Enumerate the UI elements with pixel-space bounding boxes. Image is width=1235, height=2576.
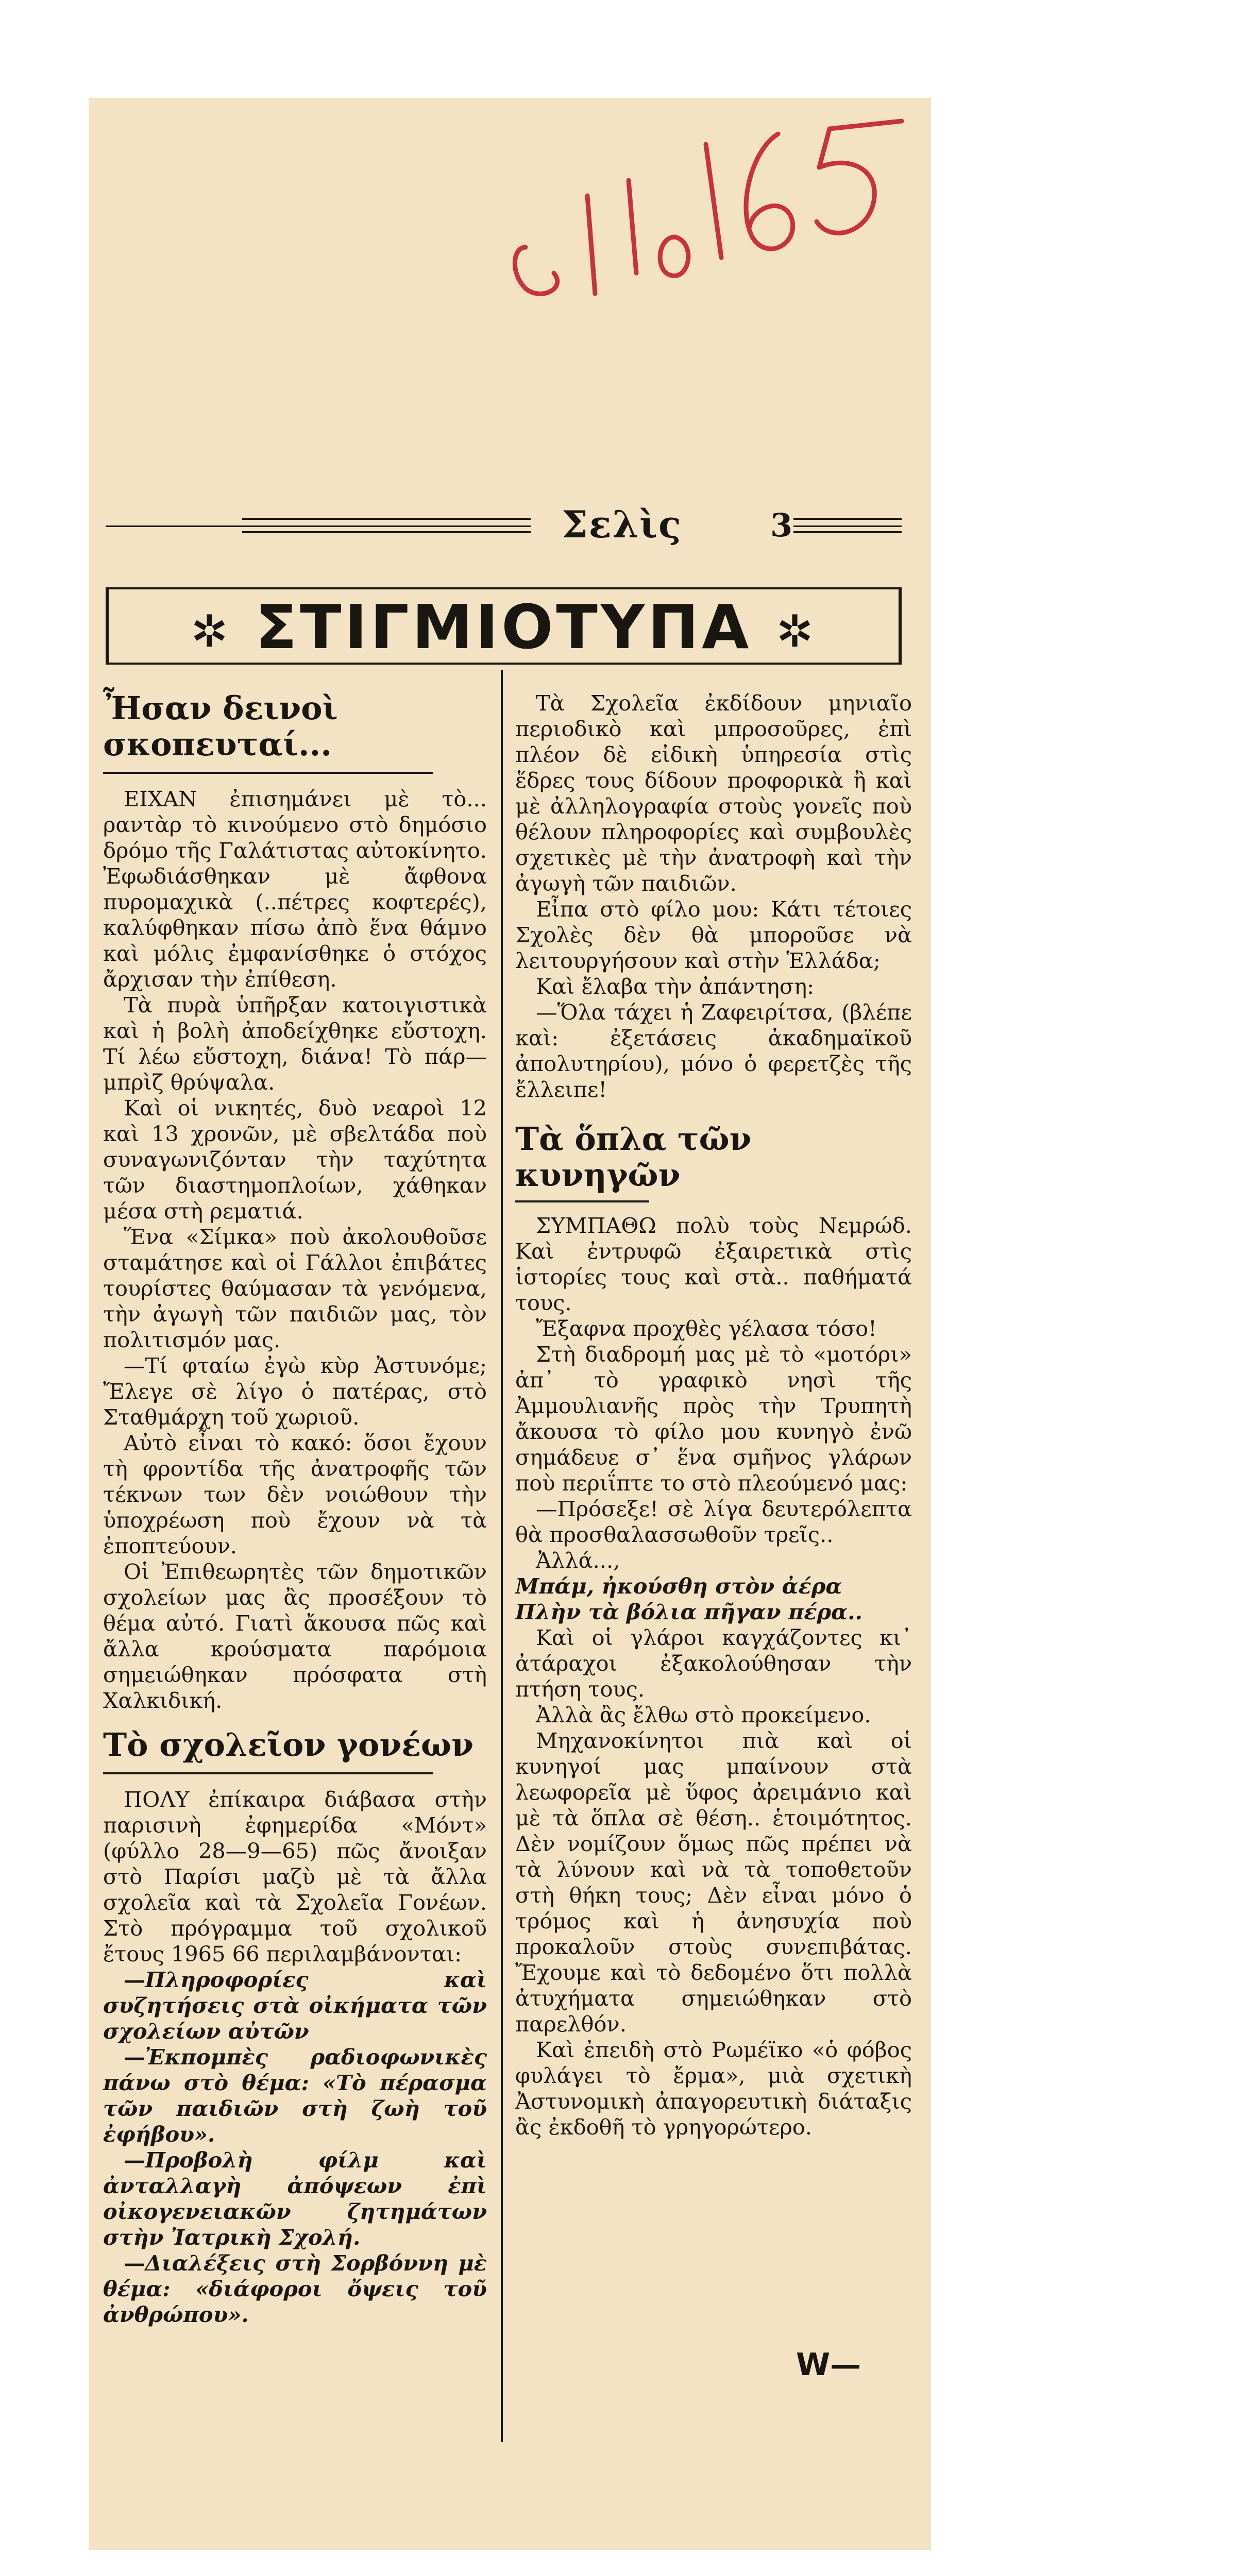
article-paragraph: Ἀλλὰ ἂς ἔλθω στὸ προκείμενο. [536, 1702, 871, 1727]
article-title: Τὰ ὅπλα τῶν κυνηγῶν [515, 1120, 752, 1194]
title-underline [103, 1772, 433, 1774]
article-paragraph: —Τί φταίω ἐγὼ κὺρ Ἀστυνόμε; Ἔλεγε σὲ λίγο ὁ πατέρας, στὸ Σταθμάρχη τοῦ χωριοῦ. [103, 1353, 487, 1430]
page-label: Σελὶς [562, 502, 682, 546]
article-paragraph: Τὰ Σχολεῖα ἐκδίδουν μηνιαῖο περιοδικὸ καὶ μπροσοῦρες, ἐπὶ πλέον δὲ εἰδικὴ ὑπηρεσία στὶς ἕδρες τους δίδουν προφορικὰ ἢ καὶ μὲ ἀλληλογραφία στοὺς γονεῖς ποὺ θέλουν πληροφορίες καὶ συμβουλὲς σχετικὲς μὲ τὴν ἀνατροφὴ καὶ τὴν ἀγωγὴ τῶν παιδιῶν. [515, 690, 912, 896]
masthead-title: ΣΤΙΓΜΙΟΤΥΠΑ [255, 591, 752, 663]
star-ornament-right: ✲ [776, 605, 817, 657]
page-number: 3 [770, 506, 793, 544]
article-paragraph: Καὶ ἔλαβα τὴν ἀπάντηση: [536, 974, 815, 999]
article-paragraph: ΕΙΧΑΝ ἐπισημάνει μὲ τὸ... ραντὰρ τὸ κινούμενο στὸ δημόσιο δρόμο τῆς Γαλάτιστας αὐτοκίνητο. Ἐφωδιάσθηκαν μὲ ἄφθονα πυρομαχικὰ (..πέτρες κοφτερές), καλύφθηκαν πίσω ἀπὸ ἕνα θάμνο καὶ μόλις ἐμφανίσθηκε ὁ στόχος ἄρχισαν τὴν ἐπίθεση. [103, 786, 487, 992]
article-paragraph: Αὐτὸ εἶναι τὸ κακό: ὅσοι ἔχουν τὴ φροντίδα τῆς ἀνατροφῆς τῶν τέκνων των δὲν νοιώθουν τὴν ὑποχρέωση ποὺ ἔχουν νὰ τὰ ἐποπτεύουν. [103, 1430, 487, 1558]
article-paragraph: Ἀλλά..., [536, 1548, 620, 1573]
handwritten-date-annotation [510, 118, 912, 335]
verse-line: Πλὴν τὰ βόλια πῆγαν πέρα.. [515, 1599, 862, 1624]
header-rule-right [793, 526, 902, 527]
page-header [106, 502, 902, 559]
article-paragraph: Τὰ πυρὰ ὑπῆρξαν κατοιγιστικὰ καὶ ἡ βολὴ ἀποδείχθηκε εὔστοχη. Τί λέω εὔστοχη, διάνα! Τὸ πάρ—μπρὶζ θρύψαλα. [103, 992, 487, 1095]
article-paragraph: Ἕνα «Σίμκα» ποὺ ἀκολουθοῦσε σταμάτησε καὶ οἱ Γάλλοι ἐπιβάτες τουρίστες θαύμασαν τὰ γενόμενα, τὴν ἀγωγὴ τῶν παιδιῶν μας, τὸν πολιτισμόν μας. [103, 1224, 487, 1352]
article-paragraph: Καὶ οἱ νικητές, δυὸ νεαροὶ 12 καὶ 13 χρονῶν, μὲ σβελτάδα ποὺ συναγωνιζόνταν τὴν ταχύτητα τῶν διαστημοπλοίων, χάθηκαν μέσα στὴ ρεματιά. [103, 1095, 487, 1224]
article-paragraph: Ἔξαφνα προχθὲς γέλασα τόσο! [536, 1316, 877, 1341]
article-paragraph: Στὴ διαδρομή μας μὲ τὸ «μοτόρι» ἀπ᾽ τὸ γραφικὸ νησὶ τῆς Ἀμμουλιανῆς πρὸς τὴν Τρυπητὴ ἄκουσα τὸ φίλο μου κυνηγὸ ἐνῶ σημάδευε σ᾽ ἕνα σμῆνος γλάρων ποὺ περιΐπτε το στὸ πλεούμενό μας: [515, 1342, 912, 1496]
article-opla-kynigon [515, 1121, 912, 2140]
title-underline [103, 772, 433, 774]
handwritten-date-ink [510, 118, 912, 335]
program-item: —Προβολὴ φίλμ καὶ ἀνταλλαγὴ ἀπόψεων ἐπὶ οἰκογενειακῶν ζητημάτων στὴν Ἰατρικὴ Σχολή. [103, 2147, 487, 2250]
article-deinoi-skopeftai [103, 690, 487, 1714]
program-item: —Διαλέξεις στὴ Σορβόννη μὲ θέμα: «διάφοροι ὄψεις τοῦ ἀνθρώπου». [103, 2250, 487, 2327]
program-item: —Ἐκπομπὲς ραδιοφωνικὲς πάνω στὸ θέμα: «Τὸ πέρασμα τῶν παιδιῶν στὴ ζωὴ τοῦ ἐφήβου». [103, 2044, 487, 2147]
author-signature: W— [796, 2347, 861, 2383]
article-title: Τὸ σχολεῖον γονέων [103, 1726, 474, 1764]
article-title: Ἦσαν δεινοὶ σκοπευταί... [103, 689, 338, 763]
article-scholeion-goneon [103, 1727, 487, 2328]
article-scholeion-goneon-continued [515, 690, 912, 1103]
article-paragraph: —Ὅλα τάχει ἡ Ζαφειρίτσα, (βλέπε καὶ: ἐξετάσεις ἀκαδημαϊκοῦ ἀπολυτηρίου), μόνο ὁ φερετζὲς τῆς ἔλλειπε! [515, 999, 912, 1102]
article-paragraph: —Πρόσεξε! σὲ λίγα δευτερόλεπτα θὰ προσθαλασσωθοῦν τρεῖς.. [515, 1496, 912, 1547]
column-divider [501, 670, 503, 2442]
article-paragraph: ΣΥΜΠΑΘΩ πολὺ τοὺς Νεμρώδ. Καὶ ἐντρυφῶ ἐξαιρετικὰ στὶς ἱστορίες τους καὶ στὰ.. παθήματά τους. [515, 1213, 912, 1315]
article-paragraph: Καὶ οἱ γλάροι καγχάζοντες κι᾽ ἀτάραχοι ἐξακολούθησαν τὴν πτήση τους. [515, 1625, 912, 1702]
article-paragraph: ΠΟΛΥ ἐπίκαιρα διάβασα στὴν παρισινὴ ἐφημερίδα «Μόντ» (φύλλο 28—9—65) πῶς ἄνοιξαν στὸ Παρίσι μαζὺ μὲ τὰ ἄλλα σχολεῖα καὶ τὰ Σχολεῖα Γονέων. Στὸ πρόγραμμα τοῦ σχολικοῦ ἔτους 1965 66 περιλαμβάνονται: [103, 1787, 487, 1967]
title-underline [515, 1200, 649, 1202]
verse-line: Μπάμ, ἠκούσθη στὸν ἀέρα [515, 1573, 842, 1599]
column-masthead [106, 587, 902, 665]
header-double-rule-left [242, 518, 531, 533]
article-paragraph: Οἱ Ἐπιθεωρητὲς τῶν δημοτικῶν σχολείων μας ἂς προσέξουν τὸ θέμα αὐτό. Γιατὶ ἄκουσα πῶς καὶ ἄλλα κρούσματα παρόμοια σημειώθηκαν πρόσφατα στὴ Χαλκιδική. [103, 1559, 487, 1713]
program-item: —Πληροφορίες καὶ συζητήσεις στὰ οἰκήματα τῶν σχολείων αὐτῶν [103, 1967, 487, 2044]
star-ornament-left: ✲ [191, 605, 231, 657]
left-column [103, 690, 487, 2328]
article-paragraph: Εἶπα στὸ φίλο μου: Κάτι τέτοιες Σχολὲς δὲν θὰ μποροῦσε νὰ λειτουργήσουν καὶ στὴν Ἑλλάδα; [515, 896, 912, 973]
article-paragraph: Μηχανοκίνητοι πιὰ καὶ οἱ κυνηγοί μας μπαίνουν στὰ λεωφορεῖα μὲ ὕφος ἀρειμάνιο καὶ μὲ τὰ ὅπλα σὲ θέση.. ἑτοιμότητος. Δὲν νομίζουν ὅμως πῶς πρέπει νὰ τὰ λύνουν καὶ νὰ τὰ τοποθετοῦν στὴ θήκη τους; Δὲν εἶναι μόνο ὁ τρόμος καὶ ἡ ἀνησυχία ποὺ προκαλοῦν στοὺς συνεπιβάτας. Ἔχουμε καὶ τὸ δεδομένο ὅτι πολλὰ ἀτυχήματα σημειώθηκαν στὸ παρελθόν. [515, 1728, 912, 2037]
right-column [515, 690, 912, 2140]
article-paragraph: Καὶ ἐπειδὴ στὸ Ρωμέϊκο «ὁ φόβος φυλάγει τὸ ἔρμα», μιὰ σχετικὴ Ἀστυνομικὴ ἀπαγορευτικὴ διάταξις ἂς ἐκδοθῆ τὸ γρηγορώτερο. [515, 2037, 912, 2140]
